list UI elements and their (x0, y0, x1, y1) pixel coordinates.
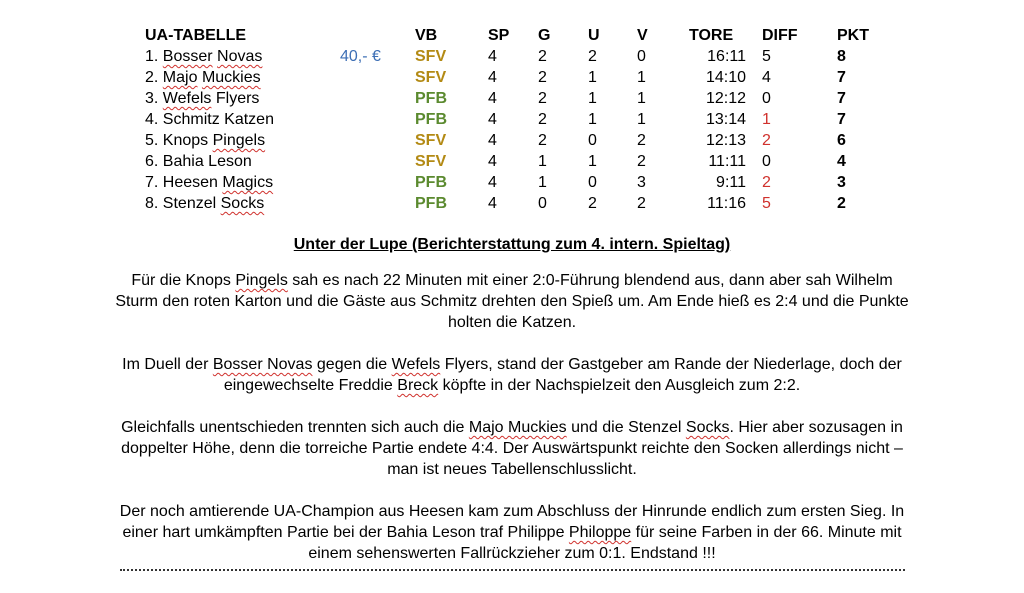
association-badge: SFV (415, 153, 447, 170)
team-name (145, 172, 273, 193)
team-name-first: Knops (162, 132, 209, 149)
flagged-word: Pingels (235, 272, 288, 289)
games-played: 4 (488, 174, 497, 191)
points: 7 (837, 111, 846, 128)
table-row (145, 151, 905, 172)
team-rank: 3. (145, 90, 159, 107)
goals: 12:13 (705, 132, 746, 149)
team-name-second: Socks (220, 195, 265, 212)
games-played: 4 (488, 195, 497, 212)
team-name (145, 46, 262, 67)
table-row (145, 193, 905, 214)
team-name (145, 193, 264, 214)
association-badge: PFB (415, 111, 447, 128)
team-name (145, 88, 259, 109)
points: 4 (837, 153, 846, 170)
association-badge: PFB (415, 174, 447, 191)
goals: 9:11 (716, 174, 746, 191)
table-header-row (145, 25, 905, 46)
report-paragraph-1 (110, 270, 914, 333)
team-name-second: Magics (222, 174, 274, 191)
goals: 11:16 (707, 195, 746, 212)
team-name-first: Majo (162, 69, 198, 86)
association-badge: PFB (415, 90, 447, 107)
team-name-first: Heesen (162, 174, 218, 191)
team-name (145, 130, 265, 151)
report-paragraph-3 (110, 417, 914, 480)
wins: 2 (538, 90, 547, 107)
header-diff: DIFF (762, 27, 798, 44)
games-played: 4 (488, 90, 497, 107)
goals: 13:14 (705, 111, 746, 128)
wins: 2 (538, 132, 547, 149)
team-rank: 4. (145, 111, 159, 128)
losses: 1 (637, 69, 646, 86)
team-name-second: Muckies (201, 69, 261, 86)
wins: 2 (538, 69, 547, 86)
report-paragraph-4 (110, 501, 914, 564)
team-name (145, 109, 274, 130)
goal-difference: 0 (762, 153, 771, 170)
goal-difference: 2 (762, 132, 771, 149)
report-text: gegen die (312, 356, 392, 373)
games-played: 4 (488, 153, 497, 170)
goal-difference: 5 (762, 48, 771, 65)
flagged-word: Bosser Novas (212, 356, 313, 373)
report-title: Unter der Lupe (Berichterstattung zum 4. intern. Spieltag) (293, 236, 731, 253)
games-played: 4 (488, 69, 497, 86)
team-rank: 8. (145, 195, 159, 212)
report-text: Für die Knops (131, 272, 236, 289)
team-rank: 7. (145, 174, 159, 191)
league-table (145, 25, 905, 214)
goals: 16:11 (707, 48, 746, 65)
games-played: 4 (488, 111, 497, 128)
goal-difference: 5 (762, 195, 771, 212)
points: 8 (837, 48, 846, 65)
goal-difference: 2 (762, 174, 771, 191)
games-played: 4 (488, 48, 497, 65)
points: 2 (837, 195, 846, 212)
header-u: U (588, 27, 600, 44)
table-row (145, 46, 905, 67)
team-rank: 5. (145, 132, 159, 149)
draws: 1 (588, 153, 597, 170)
draws: 1 (588, 90, 597, 107)
team-name-first: Wefels (162, 90, 212, 107)
table-row (145, 88, 905, 109)
team-name-first: Stenzel (162, 195, 217, 212)
team-name-first: Bosser (162, 48, 213, 65)
team-name (145, 151, 252, 172)
team-name-first: Bahia (162, 153, 204, 170)
draws: 0 (588, 132, 597, 149)
association-badge: SFV (415, 48, 447, 65)
losses: 1 (637, 90, 646, 107)
team-name-second: Katzen (224, 111, 274, 128)
goals: 11:11 (708, 153, 746, 170)
report-text: Im Duell der (122, 356, 213, 373)
goals: 12:12 (705, 90, 746, 107)
header-tore: TORE (689, 27, 734, 44)
wins: 1 (538, 174, 547, 191)
header-pkt: PKT (837, 27, 869, 44)
goals: 14:10 (705, 69, 746, 86)
table-row (145, 67, 905, 88)
report-text: . Hier aber sozusagen in doppelter Höhe, denn die torreiche Partie endete 4:4. Der Auswärtspunkt reichte den Socken allerdings nicht – man ist neues Tabellenschlusslicht. (121, 419, 903, 478)
team-rank: 2. (145, 69, 159, 86)
flagged-word: Wefels (391, 356, 441, 373)
goal-difference: 4 (762, 69, 771, 86)
goal-difference: 1 (762, 111, 771, 128)
table-row (145, 109, 905, 130)
team-rank: 1. (145, 48, 159, 65)
points: 7 (837, 69, 846, 86)
header-g: G (538, 27, 551, 44)
team-name-second: Novas (217, 48, 263, 65)
table-body (145, 46, 905, 214)
flagged-word: Breck (397, 377, 439, 394)
goal-difference: 0 (762, 90, 771, 107)
team-name-second: Flyers (215, 90, 260, 107)
wins: 2 (538, 111, 547, 128)
draws: 1 (588, 111, 597, 128)
losses: 2 (637, 153, 646, 170)
team-name-second: Pingels (212, 132, 266, 149)
team-name-second: Leson (208, 153, 252, 170)
header-team: UA-TABELLE (145, 27, 247, 44)
report-text: köpfte in der Nachspielzeit den Ausgleich zum 2:2. (438, 377, 801, 394)
losses: 1 (637, 111, 646, 128)
report-text: für seine Farben in der 66. Minute mit einem sehenswerten Fallrückzieher zum 0:1. Endstand !!! (308, 524, 902, 562)
points: 7 (837, 90, 846, 107)
draws: 2 (588, 48, 597, 65)
team-name-first: Schmitz (162, 111, 220, 128)
losses: 0 (637, 48, 646, 65)
losses: 3 (637, 174, 646, 191)
table-row (145, 130, 905, 151)
wins: 2 (538, 48, 547, 65)
report-text: sah es nach 22 Minuten mit einer 2:0-Führung blendend aus, dann aber sah Wilhelm Sturm den roten Karton und die Gäste aus Schmitz drehten den Spieß um. Am Ende hieß es 2:4 und die Punkte holten die Katzen. (115, 272, 909, 331)
report-paragraph-2 (110, 354, 914, 396)
report-text: Flyers, stand der Gastgeber am Rande der Niederlage, doch der eingewechselte Freddie (223, 356, 902, 394)
games-played: 4 (488, 132, 497, 149)
flagged-word: Philoppe (568, 524, 632, 541)
association-badge: SFV (415, 132, 447, 149)
association-badge: SFV (415, 69, 447, 86)
wins: 0 (538, 195, 547, 212)
draws: 2 (588, 195, 597, 212)
header-sp: SP (488, 27, 510, 44)
flagged-word: Socks (685, 419, 730, 436)
losses: 2 (637, 132, 646, 149)
match-report (110, 234, 914, 585)
header-v: V (637, 27, 648, 44)
team-name (145, 67, 261, 88)
draws: 0 (588, 174, 597, 191)
association-badge: PFB (415, 195, 447, 212)
header-vb: VB (415, 27, 438, 44)
report-text: Gleichfalls unentschieden trennten sich auch die (121, 419, 469, 436)
losses: 2 (637, 195, 646, 212)
team-rank: 6. (145, 153, 159, 170)
wins: 1 (538, 153, 547, 170)
report-text: Der noch amtierende UA-Champion aus Heesen kam zum Abschluss der Hinrunde endlich zum ersten Sieg. In einer hart umkämpften Partie bei der Bahia Leson traf Philippe (119, 503, 905, 541)
prize-money: 40,- € (340, 48, 381, 65)
report-text: und die Stenzel (566, 419, 686, 436)
draws: 1 (588, 69, 597, 86)
points: 6 (837, 132, 846, 149)
points: 3 (837, 174, 846, 191)
table-row (145, 172, 905, 193)
flagged-word: Majo Muckies (468, 419, 567, 436)
dotted-separator (120, 568, 905, 571)
